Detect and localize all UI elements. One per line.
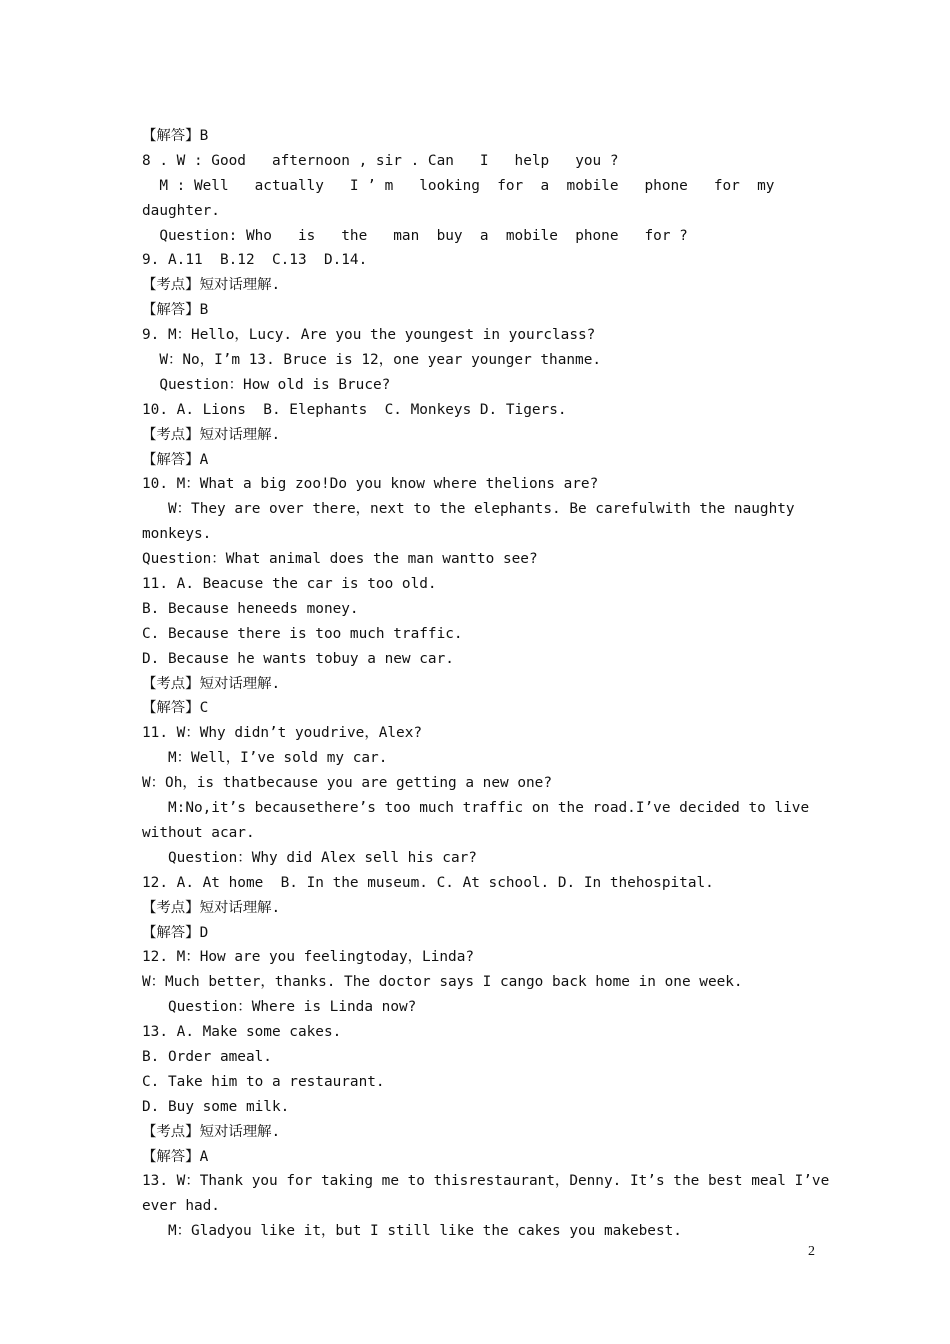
options-line: D. Buy some milk. <box>142 1098 290 1115</box>
dialogue-line: monkeys. <box>142 526 212 543</box>
topic-line: 【考点】短对话理解. <box>142 1123 281 1140</box>
dialogue-line: daughter. <box>142 202 220 219</box>
options-line: 12. A. At home B. In the museum. C. At school. D. In thehospital. <box>142 874 714 891</box>
dialogue-line: without acar. <box>142 824 255 841</box>
question-line: Question：Where is Linda now? <box>142 999 417 1016</box>
answer-line: 【解答】B <box>142 302 209 319</box>
topic-line: 【考点】短对话理解. <box>142 675 281 692</box>
dialogue-line: M：Well，I’ve sold my car. <box>142 750 388 767</box>
question-line: Question：Why did Alex sell his car? <box>142 849 477 866</box>
options-line: 11. A. Beacuse the car is too old. <box>142 576 437 593</box>
dialogue-line: W：Oh，is thatbecause you are getting a new one? <box>142 775 552 792</box>
answer-line: 【解答】A <box>142 1148 209 1165</box>
options-line: 9. A.11 B.12 C.13 D.14. <box>142 252 368 269</box>
dialogue-line: 9. M：Hello，Lucy. Are you the youngest in yourclass? <box>142 327 596 344</box>
dialogue-line: W：Much better，thanks. The doctor says I cango back home in one week. <box>142 974 743 991</box>
answer-line: 【解答】B <box>142 128 209 144</box>
document-body <box>142 124 830 1244</box>
dialogue-line: ever had. <box>142 1198 220 1215</box>
question-line: Question：How old is Bruce? <box>142 376 391 393</box>
answer-line: 【解答】C <box>142 700 209 717</box>
dialogue-line: 13. W：Thank you for taking me to thisrestaurant，Denny. It’s the best meal I’ve <box>142 1173 830 1190</box>
dialogue-line: W：No，I’m 13. Bruce is 12，one year younger thanme. <box>142 352 602 369</box>
options-line: 10. A. Lions B. Elephants C. Monkeys D. Tigers. <box>142 401 567 418</box>
dialogue-line: 8 . W : Good afternoon , sir . Can I help you ? <box>142 152 619 169</box>
answer-line: 【解答】D <box>142 924 209 941</box>
dialogue-line: W：They are over there，next to the elephants. Be carefulwith the naughty <box>142 501 795 518</box>
dialogue-line: M：Gladyou like it，but I still like the cakes you makebest. <box>142 1223 682 1240</box>
topic-line: 【考点】短对话理解. <box>142 899 281 916</box>
options-line: D. Because he wants tobuy a new car. <box>142 650 454 667</box>
options-line: 13. A. Make some cakes. <box>142 1024 342 1041</box>
question-line: Question：What animal does the man wantto see? <box>142 551 538 568</box>
dialogue-line: 12. M：How are you feelingtoday，Linda? <box>142 949 475 966</box>
question-line: Question: Who is the man buy a mobile phone for ? <box>142 227 688 244</box>
options-line: B. Because heneeds money. <box>142 600 359 617</box>
page-number: 2 <box>808 1244 815 1259</box>
answer-line: 【解答】A <box>142 451 209 468</box>
options-line: C. Because there is too much traffic. <box>142 625 463 642</box>
topic-line: 【考点】短对话理解. <box>142 426 281 443</box>
dialogue-line: 10. M：What a big zoo!Do you know where thelions are? <box>142 476 599 493</box>
dialogue-line: 11. W：Why didn’t youdrive，Alex? <box>142 725 423 742</box>
options-line: C. Take him to a restaurant. <box>142 1073 385 1090</box>
dialogue-line: M:No,it’s becausethere’s too much traffic on the road.I’ve decided to live <box>142 800 810 817</box>
dialogue-line: M : Well actually I ’ m looking for a mobile phone for my <box>142 177 775 194</box>
topic-line: 【考点】短对话理解. <box>142 277 281 294</box>
options-line: B. Order ameal. <box>142 1048 272 1065</box>
